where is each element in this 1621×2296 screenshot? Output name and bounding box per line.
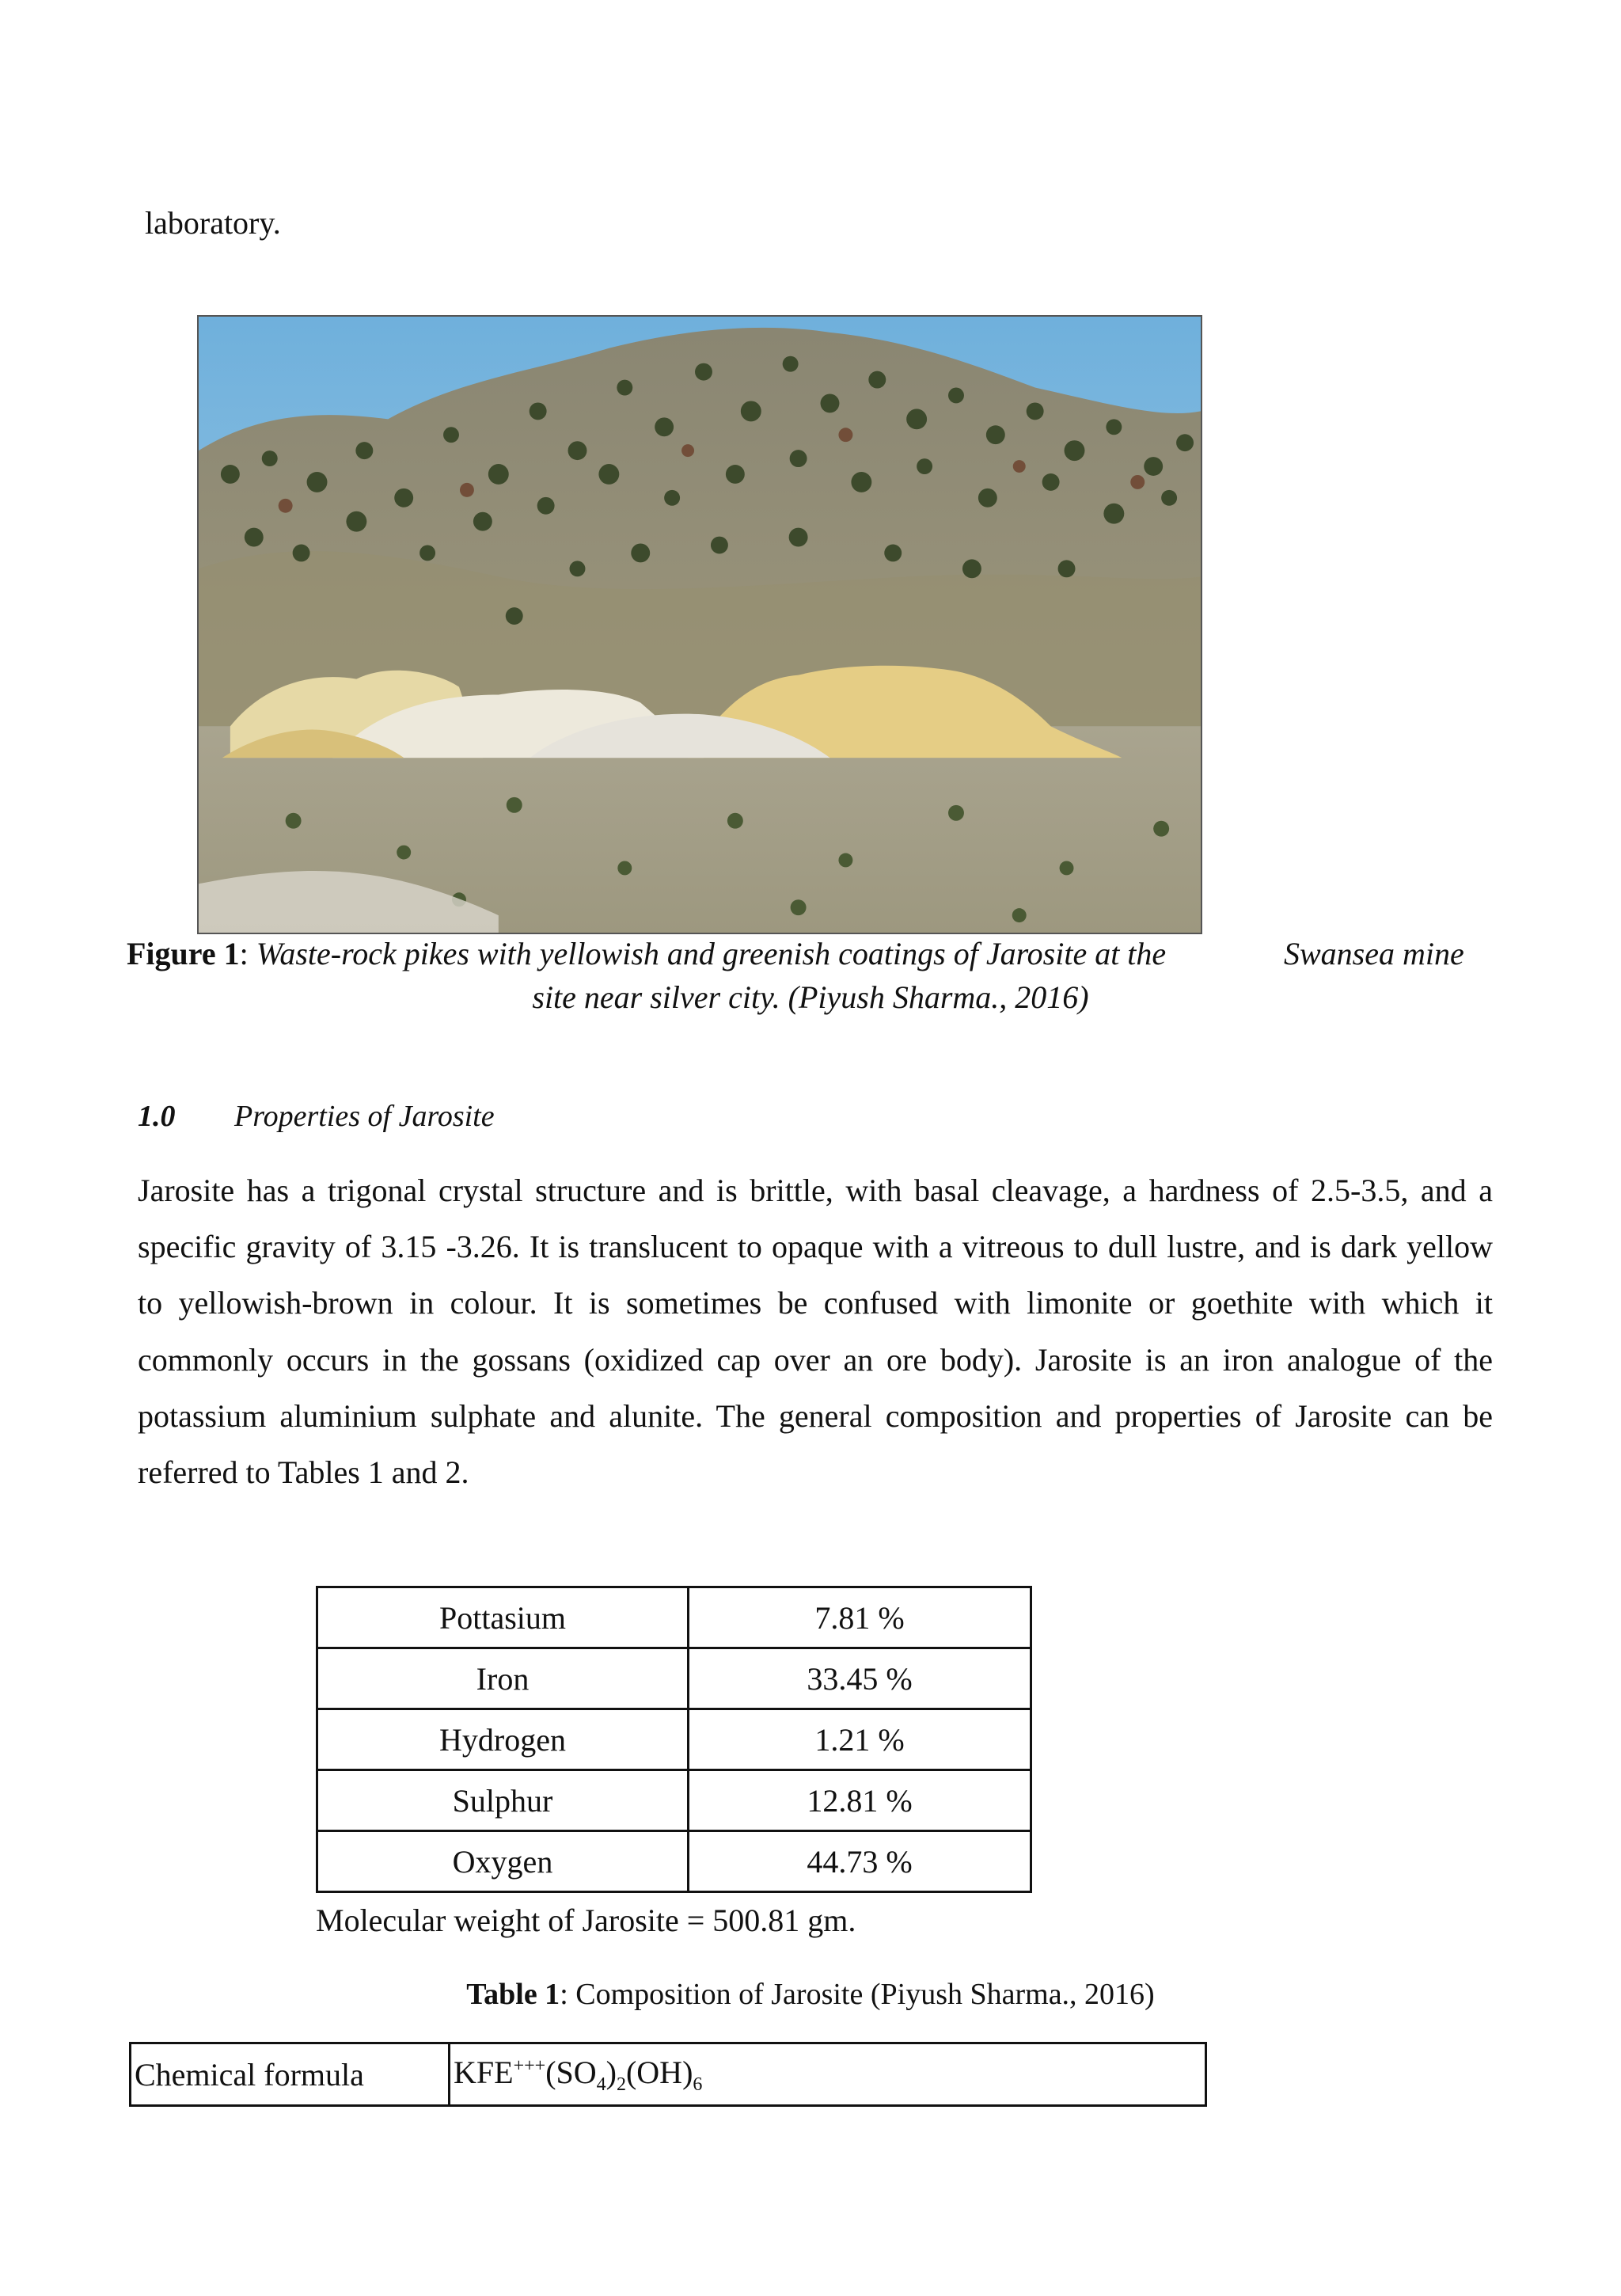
paragraph-line: referred to Tables 1 and 2. <box>138 1454 469 1490</box>
figure-caption-text: Waste-rock pikes with yellowish and greenish coatings of Jarosite at the <box>256 936 1167 971</box>
element-cell: Iron <box>317 1648 689 1709</box>
formula-subscript: 2 <box>616 2074 626 2095</box>
paragraph-line: commonly occurs in the gossans (oxidized cap over an ore body). Jarosite is an iron analogue of the <box>138 1342 1493 1378</box>
paragraph-line: potassium aluminium sulphate and alunite. The general composition and properties of Jarosite can be <box>138 1398 1493 1434</box>
table-row <box>131 2043 1206 2106</box>
formula-part: (SO <box>545 2054 597 2090</box>
formula-part: (OH) <box>625 2054 693 2090</box>
table-label: Table 1 <box>466 1978 560 2011</box>
element-cell: Hydrogen <box>317 1709 689 1770</box>
formula-part: ) <box>606 2054 617 2090</box>
formula-charge: +++ <box>513 2055 546 2077</box>
section-title: Properties of Jarosite <box>234 1100 495 1133</box>
element-cell: Oxygen <box>317 1831 689 1892</box>
paragraph-line: to yellowish-brown in colour. It is sometimes be confused with limonite or goethite with which it <box>138 1285 1493 1321</box>
table-caption-text: : Composition of Jarosite (Piyush Sharma., 2016) <box>560 1978 1155 2011</box>
table-row <box>317 1831 1031 1892</box>
section-number: 1.0 <box>138 1100 176 1133</box>
properties-table <box>129 2042 1207 2107</box>
landscape-image <box>199 317 1201 933</box>
value-cell: 7.81 % <box>689 1587 1031 1648</box>
value-cell: 44.73 % <box>689 1831 1031 1892</box>
table-row <box>317 1587 1031 1648</box>
lead-text: laboratory. <box>145 205 281 241</box>
chemical-formula-cell <box>450 2043 1206 2106</box>
property-label-cell: Chemical formula <box>131 2043 450 2106</box>
value-cell: 1.21 % <box>689 1709 1031 1770</box>
figure-label: Figure 1 <box>127 936 240 971</box>
composition-table <box>316 1586 1032 1893</box>
formula-subscript: 6 <box>693 2074 703 2095</box>
molecular-weight: Molecular weight of Jarosite = 500.81 gm. <box>316 1903 856 1938</box>
value-cell: 12.81 % <box>689 1770 1031 1831</box>
table-row <box>317 1709 1031 1770</box>
mine-site-photo <box>197 315 1202 934</box>
formula-subscript: 4 <box>596 2074 606 2095</box>
figure-caption-line2: site near silver city. (Piyush Sharma., 2016) <box>532 979 1089 1015</box>
figure-caption-line1: Figure 1: Waste-rock pikes with yellowish and greenish coatings of Jarosite at the <box>127 936 1167 971</box>
table-row <box>317 1648 1031 1709</box>
table-row <box>317 1770 1031 1831</box>
figure-caption-tail: Swansea mine <box>1284 936 1464 971</box>
element-cell: Pottasium <box>317 1587 689 1648</box>
paragraph-line: specific gravity of 3.15 -3.26. It is translucent to opaque with a vitreous to dull lustre, and is dark yellow <box>138 1229 1493 1264</box>
formula-base: KFE <box>454 2054 514 2090</box>
paragraph-line: Jarosite has a trigonal crystal structure and is brittle, with basal cleavage, a hardness of 2.5-3.5, and a <box>138 1173 1493 1208</box>
value-cell: 33.45 % <box>689 1648 1031 1709</box>
element-cell: Sulphur <box>317 1770 689 1831</box>
table-caption <box>0 1977 1621 2012</box>
